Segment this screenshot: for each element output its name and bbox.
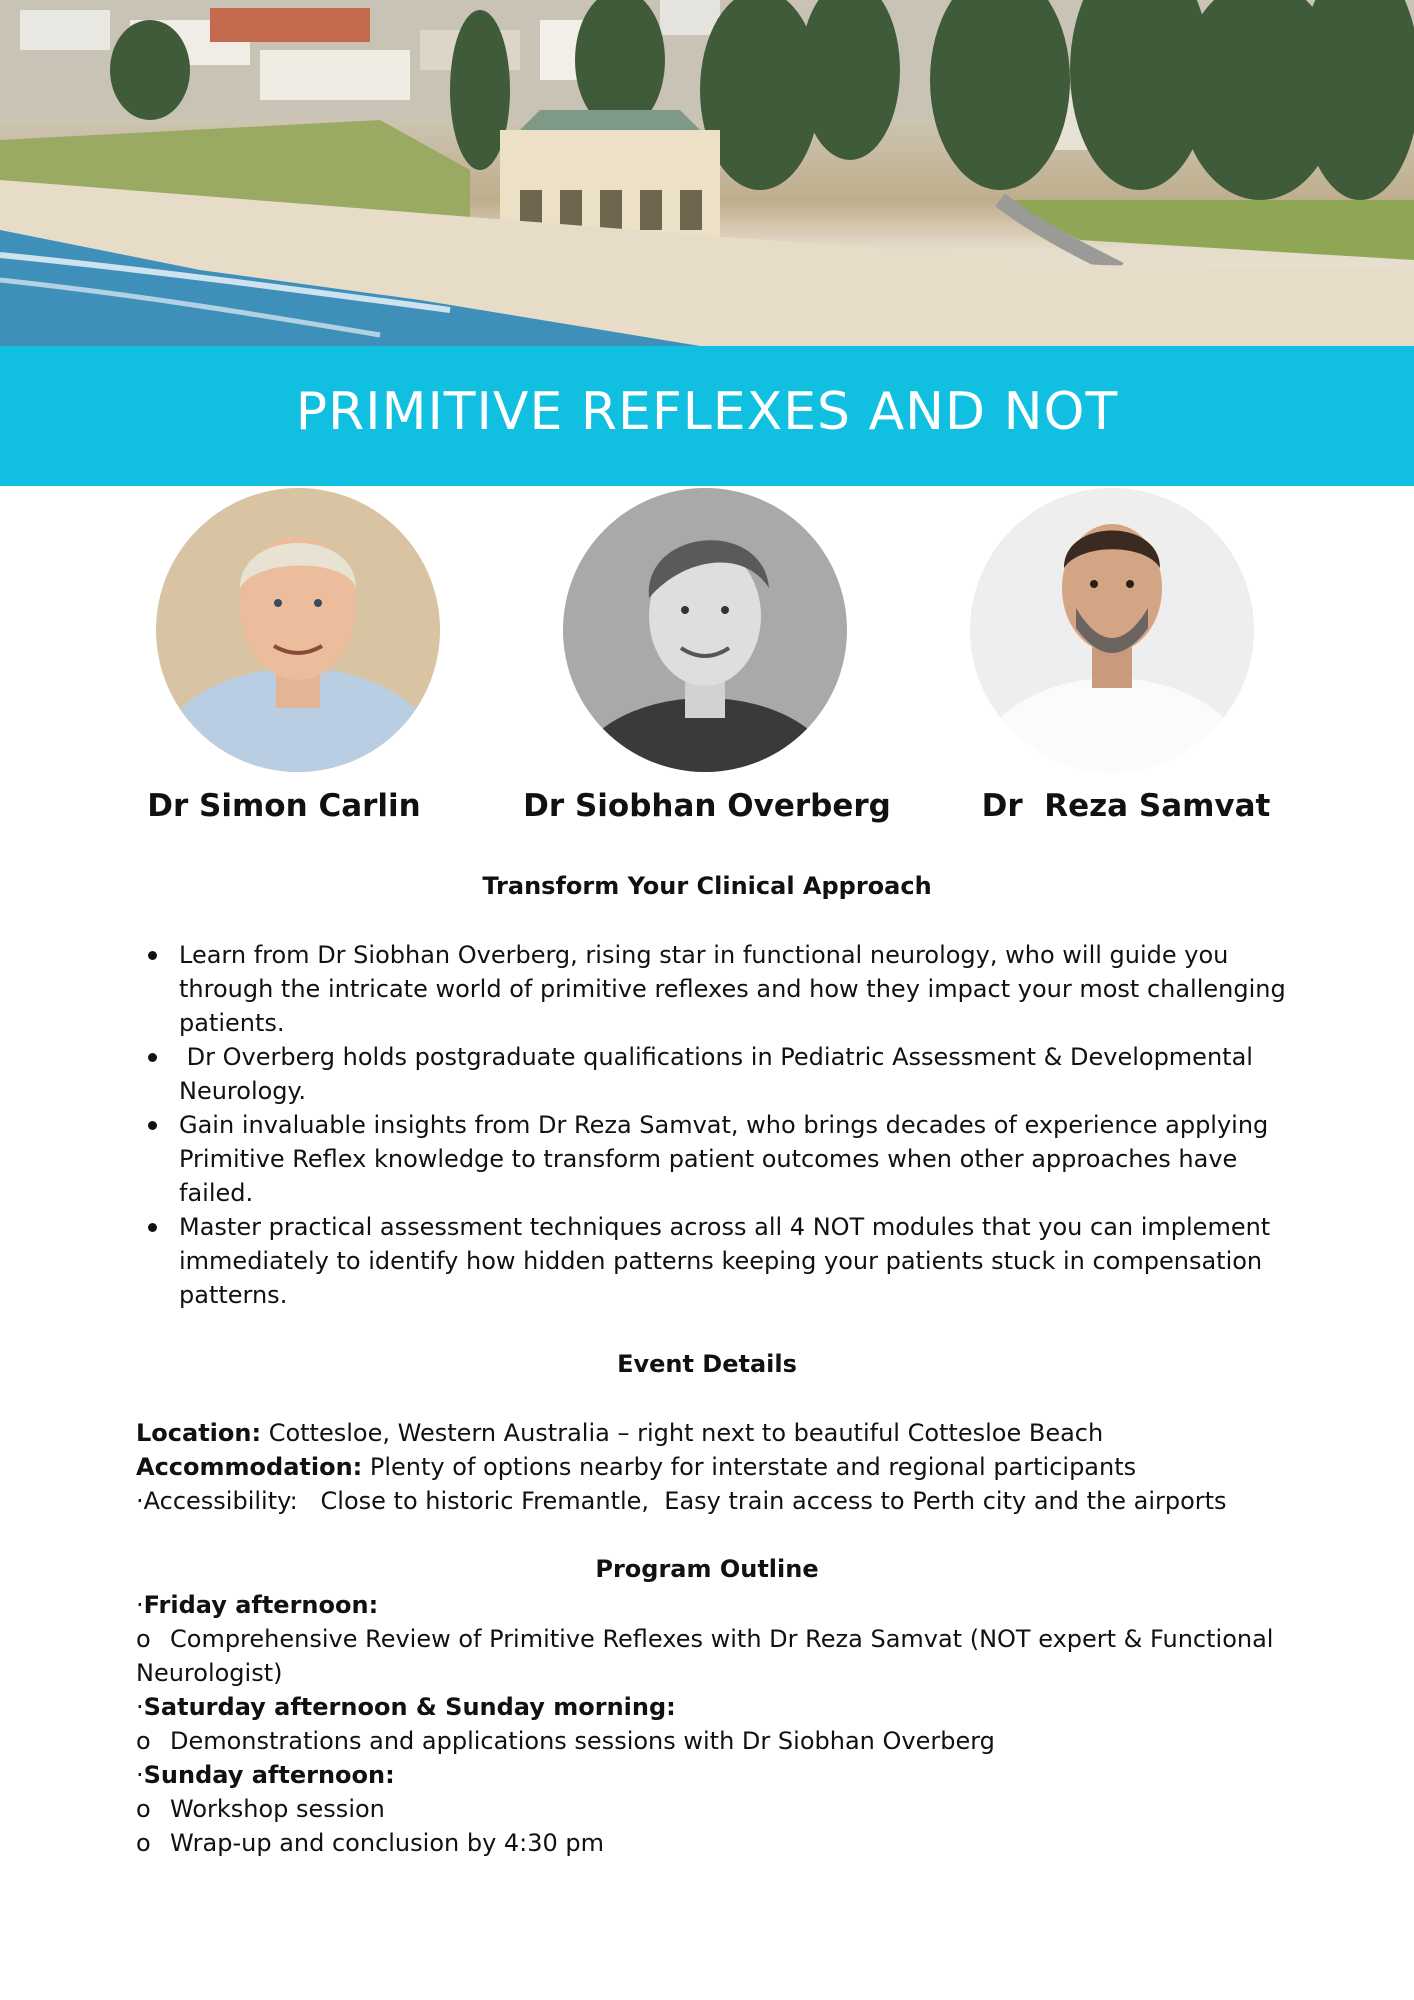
session-label: Sunday afternoon:: [143, 1761, 395, 1789]
accommodation-value: Plenty of options nearby for interstate and regional participants: [362, 1453, 1137, 1481]
event-details: [136, 1416, 1336, 1518]
session-item: [136, 1792, 1336, 1826]
location-line: [136, 1416, 1336, 1450]
list-item: Master practical assessment techniques across all 4 NOT modules that you can implement immediately to identify how hidden patterns keeping your patients stuck in compensation patterns.: [134, 1210, 1314, 1312]
session-label: Friday afternoon:: [143, 1591, 379, 1619]
accommodation-line: [136, 1450, 1336, 1484]
presenters-section: [0, 488, 1414, 848]
sub-bullet-mark: o: [136, 1625, 151, 1653]
presenter-card: [74, 488, 494, 848]
session-item: [136, 1724, 1336, 1758]
session-heading: [136, 1758, 1336, 1792]
list-item: Gain invaluable insights from Dr Reza Samvat, who brings decades of experience applying Primitive Reflex knowledge to transform patient outcomes when other approaches have failed.: [134, 1108, 1314, 1210]
session-label: Saturday afternoon & Sunday morning:: [143, 1693, 676, 1721]
session-heading: [136, 1588, 1336, 1622]
presenter-name: Dr Siobhan Overberg: [523, 788, 891, 824]
session-item: [136, 1622, 1336, 1690]
presenter-photo-siobhan-overberg: [563, 488, 847, 772]
hero-beach-photo: [0, 0, 1414, 346]
event-heading: Event Details: [617, 1350, 797, 1378]
location-value: Cottesloe, Western Australia – right next to beautiful Cottesloe Beach: [261, 1419, 1104, 1447]
session-item-text: Workshop session: [170, 1795, 385, 1823]
session-item-text: Demonstrations and applications sessions with Dr Siobhan Overberg: [170, 1727, 995, 1755]
intro-bullet-list: [134, 938, 1314, 1312]
presenter-card: [916, 488, 1336, 848]
page-title: PRIMITIVE REFLEXES AND NOT: [295, 382, 1119, 442]
sub-bullet-mark: o: [136, 1795, 151, 1823]
location-label: Location:: [136, 1419, 262, 1447]
presenter-photo-simon-carlin: [156, 488, 440, 772]
session-item: [136, 1826, 1336, 1860]
intro-heading: Transform Your Clinical Approach: [482, 872, 932, 900]
bullet-mark: ·: [136, 1761, 144, 1789]
presenter-name: Dr Reza Samvat: [981, 788, 1271, 824]
bullet-mark: ·: [136, 1693, 144, 1721]
session-item-text: Comprehensive Review of Primitive Reflexes with Dr Reza Samvat (NOT expert & Functional Neurologist): [136, 1625, 1274, 1687]
list-item: Learn from Dr Siobhan Overberg, rising star in functional neurology, who will guide you through the intricate world of primitive reflexes and how they impact your most challenging patients.: [134, 938, 1314, 1040]
sub-bullet-mark: o: [136, 1829, 151, 1857]
accessibility-line: ·Accessibility: Close to historic Fremantle, Easy train access to Perth city and the airports: [136, 1487, 1227, 1515]
program-heading: Program Outline: [595, 1555, 819, 1583]
session-heading: [136, 1690, 1336, 1724]
accommodation-label: Accommodation:: [136, 1453, 363, 1481]
session-item-text: Wrap-up and conclusion by 4:30 pm: [170, 1829, 605, 1857]
bullet-mark: ·: [136, 1591, 144, 1619]
list-item: Dr Overberg holds postgraduate qualifications in Pediatric Assessment & Developmental Neurology.: [134, 1040, 1314, 1108]
sub-bullet-mark: o: [136, 1727, 151, 1755]
title-banner: [0, 346, 1414, 486]
program-outline: [136, 1588, 1336, 1860]
presenter-photo-reza-samvat: [970, 488, 1254, 772]
presenter-card: [497, 488, 917, 848]
presenter-name: Dr Simon Carlin: [147, 788, 421, 824]
